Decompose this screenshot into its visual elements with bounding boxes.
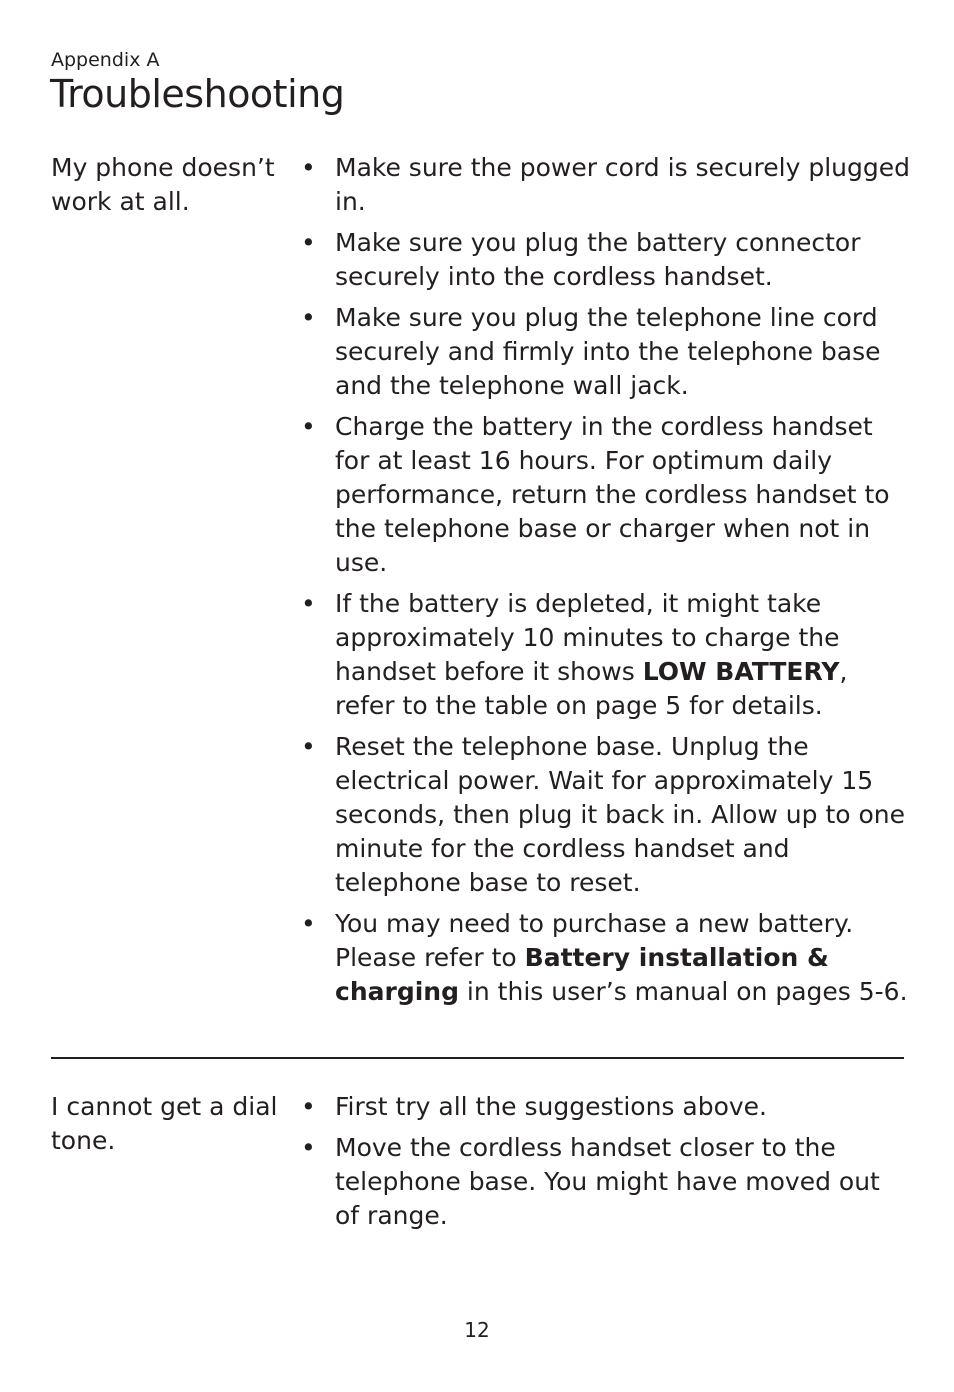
bullet-icon [301,587,335,621]
problem-text: My phone doesn’t work at all. [51,153,275,216]
bullet-icon [301,226,335,260]
bullet-icon [301,410,335,444]
solution-text: Reset the telephone base. Unplug the electrical power. Wait for approximately 15 seconds, then plug it back in. Allow up to one minute for the cordless handset and telephone base to reset. [335,732,906,897]
bullet-icon [301,730,335,764]
solution-item [301,730,911,900]
solution-list [301,1090,911,1240]
section-divider [51,1057,904,1059]
solution-list [301,151,911,1016]
page-number: 12 [464,1318,490,1342]
solution-text: Make sure you plug the telephone line cord securely and firmly into the telephone base and the telephone wall jack. [335,303,881,400]
solution-text-before: You may need to purchase a new battery. Please refer to [335,909,854,972]
solution-item [301,410,911,580]
solution-item [301,907,911,1009]
battery-installation-reference: Battery installation & charging [335,943,829,1006]
solution-text: Move the cordless handset closer to the telephone base. You might have moved out of range. [335,1133,880,1230]
bullet-icon [301,907,335,941]
solution-text-after: in this user’s manual on pages 5-6. [458,977,908,1006]
bullet-icon [301,1090,335,1124]
bullet-icon [301,1131,335,1165]
solution-item [301,151,911,219]
solution-text-before: If the battery is depleted, it might take approximately 10 minutes to charge the handset before it shows [335,589,840,686]
bullet-icon [301,151,335,185]
solution-text: First try all the suggestions above. [335,1092,767,1121]
page-title: Troubleshooting [50,72,345,116]
appendix-label: Appendix A [51,49,160,71]
bullet-icon [301,301,335,335]
solution-item [301,301,911,403]
low-battery-label: LOW BATTERY [642,657,840,686]
solution-text: Make sure the power cord is securely plugged in. [335,153,910,216]
solution-item [301,226,911,294]
solution-item [301,1131,911,1233]
solution-item [301,1090,911,1124]
solution-item [301,587,911,723]
problem-text: I cannot get a dial tone. [51,1092,278,1155]
solution-text: Charge the battery in the cordless handset for at least 16 hours. For optimum daily performance, return the cordless handset to the telephone base or charger when not in use. [335,412,890,577]
solution-text-after: , refer to the table on page 5 for details. [335,657,848,720]
solution-text: Make sure you plug the battery connector securely into the cordless handset. [335,228,861,291]
